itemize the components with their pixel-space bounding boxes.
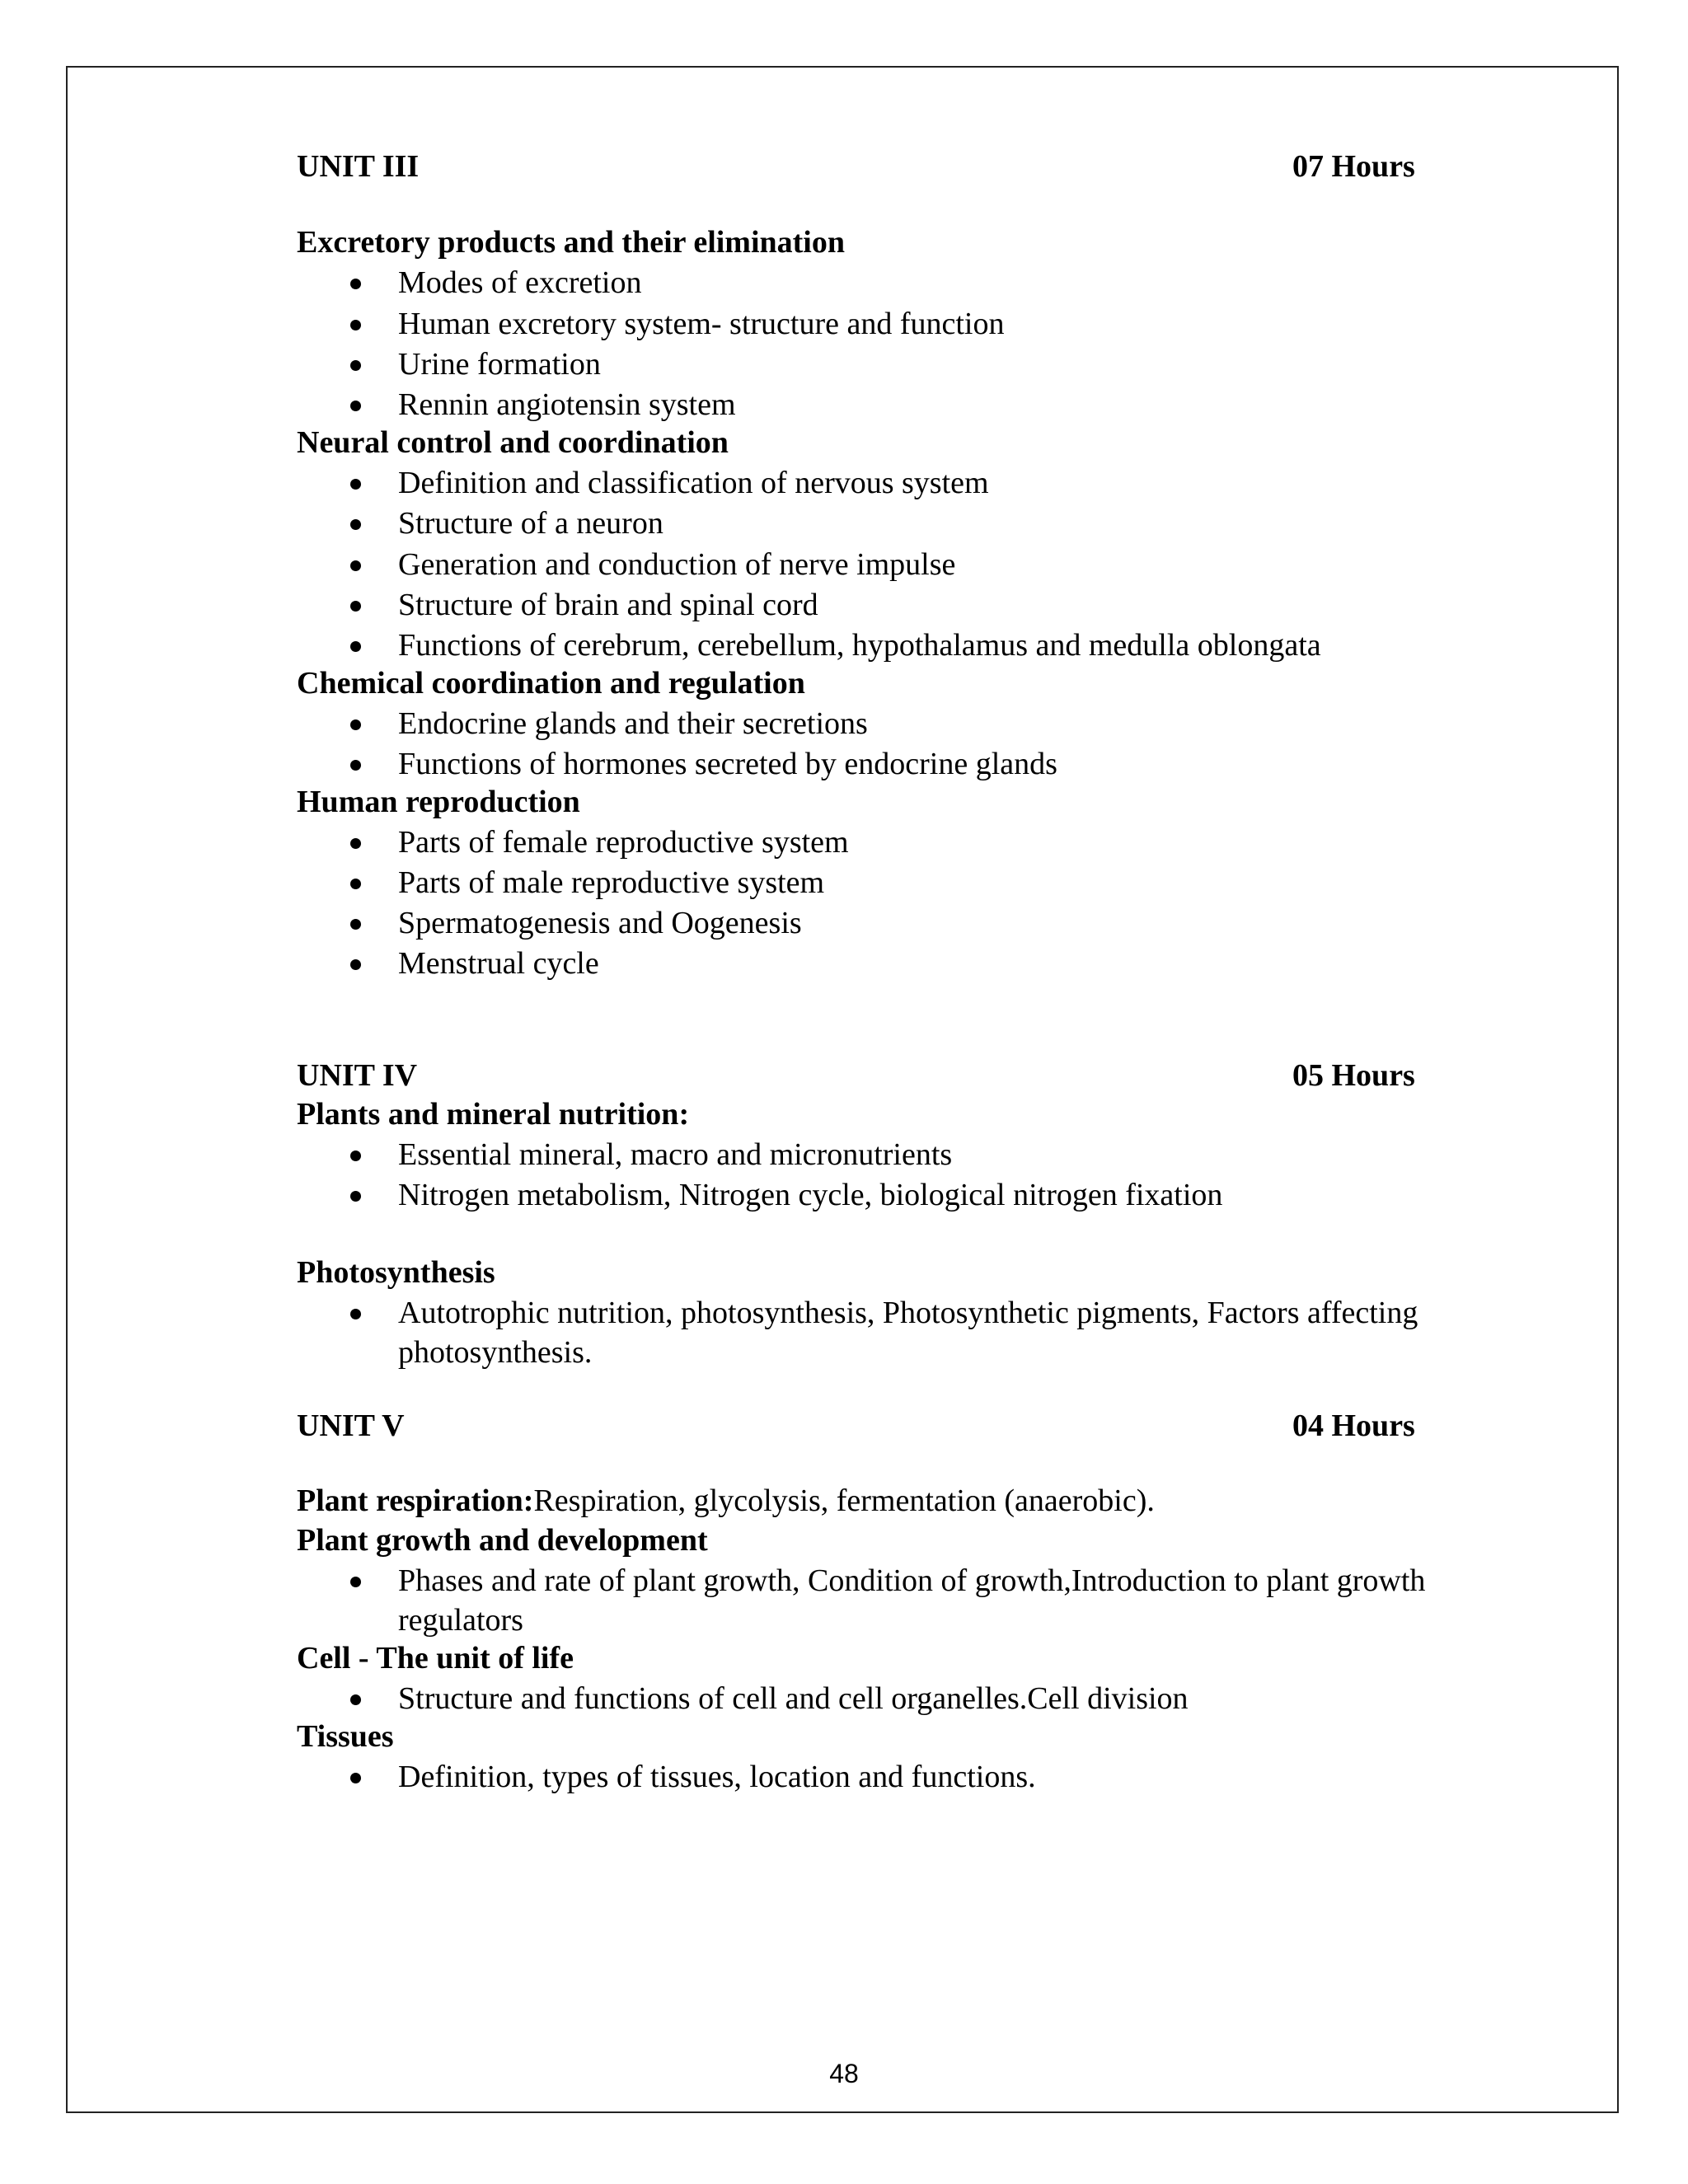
bullet-icon [350,479,361,490]
bullet-icon [350,279,361,289]
plant-respiration-text: Respiration, glycolysis, fermentation (anaerobic). [533,1483,1155,1518]
section-heading: Human reproduction [297,785,580,819]
section-heading: Neural control and coordination [297,425,729,460]
unit5-title: UNIT V [297,1408,405,1443]
unit5-hours: 04 Hours [1292,1408,1415,1443]
section-heading: Plant growth and development [297,1523,708,1558]
plant-respiration-label: Plant respiration: [297,1483,534,1518]
bullet-icon [350,1694,361,1705]
bullet-icon [350,838,361,849]
section-heading: Tissues [297,1719,394,1754]
bullet-icon [350,360,361,371]
bullet-icon [350,641,361,652]
bullet-icon [350,919,361,930]
bullet-icon [350,719,361,730]
bullet-icon [350,320,361,330]
page-number: 48 [829,2059,859,2088]
section-heading: Excretory products and their elimination [297,225,845,260]
bullet-icon [350,1151,361,1161]
bullet-icon [350,401,361,411]
bullet-icon [350,959,361,970]
bullet-icon [350,879,361,889]
section-heading: Chemical coordination and regulation [297,666,805,701]
bullet-icon [350,601,361,612]
bullet-icon [350,519,361,530]
unit3-hours: 07 Hours [1292,149,1415,184]
section-heading: Plants and mineral nutrition: [297,1097,690,1132]
section-heading: Photosynthesis [297,1255,495,1290]
bullet-icon [350,760,361,771]
bullet-icon [350,1577,361,1587]
unit3-title: UNIT III [297,149,420,184]
unit4-hours: 05 Hours [1292,1058,1415,1093]
bullet-icon [350,1309,361,1319]
plant-respiration-line [297,1481,1155,1521]
bullet-icon [350,1773,361,1783]
unit4-title: UNIT IV [297,1058,418,1093]
bullet-icon [350,1191,361,1202]
bullet-icon [350,560,361,571]
section-heading: Cell - The unit of life [297,1641,574,1675]
